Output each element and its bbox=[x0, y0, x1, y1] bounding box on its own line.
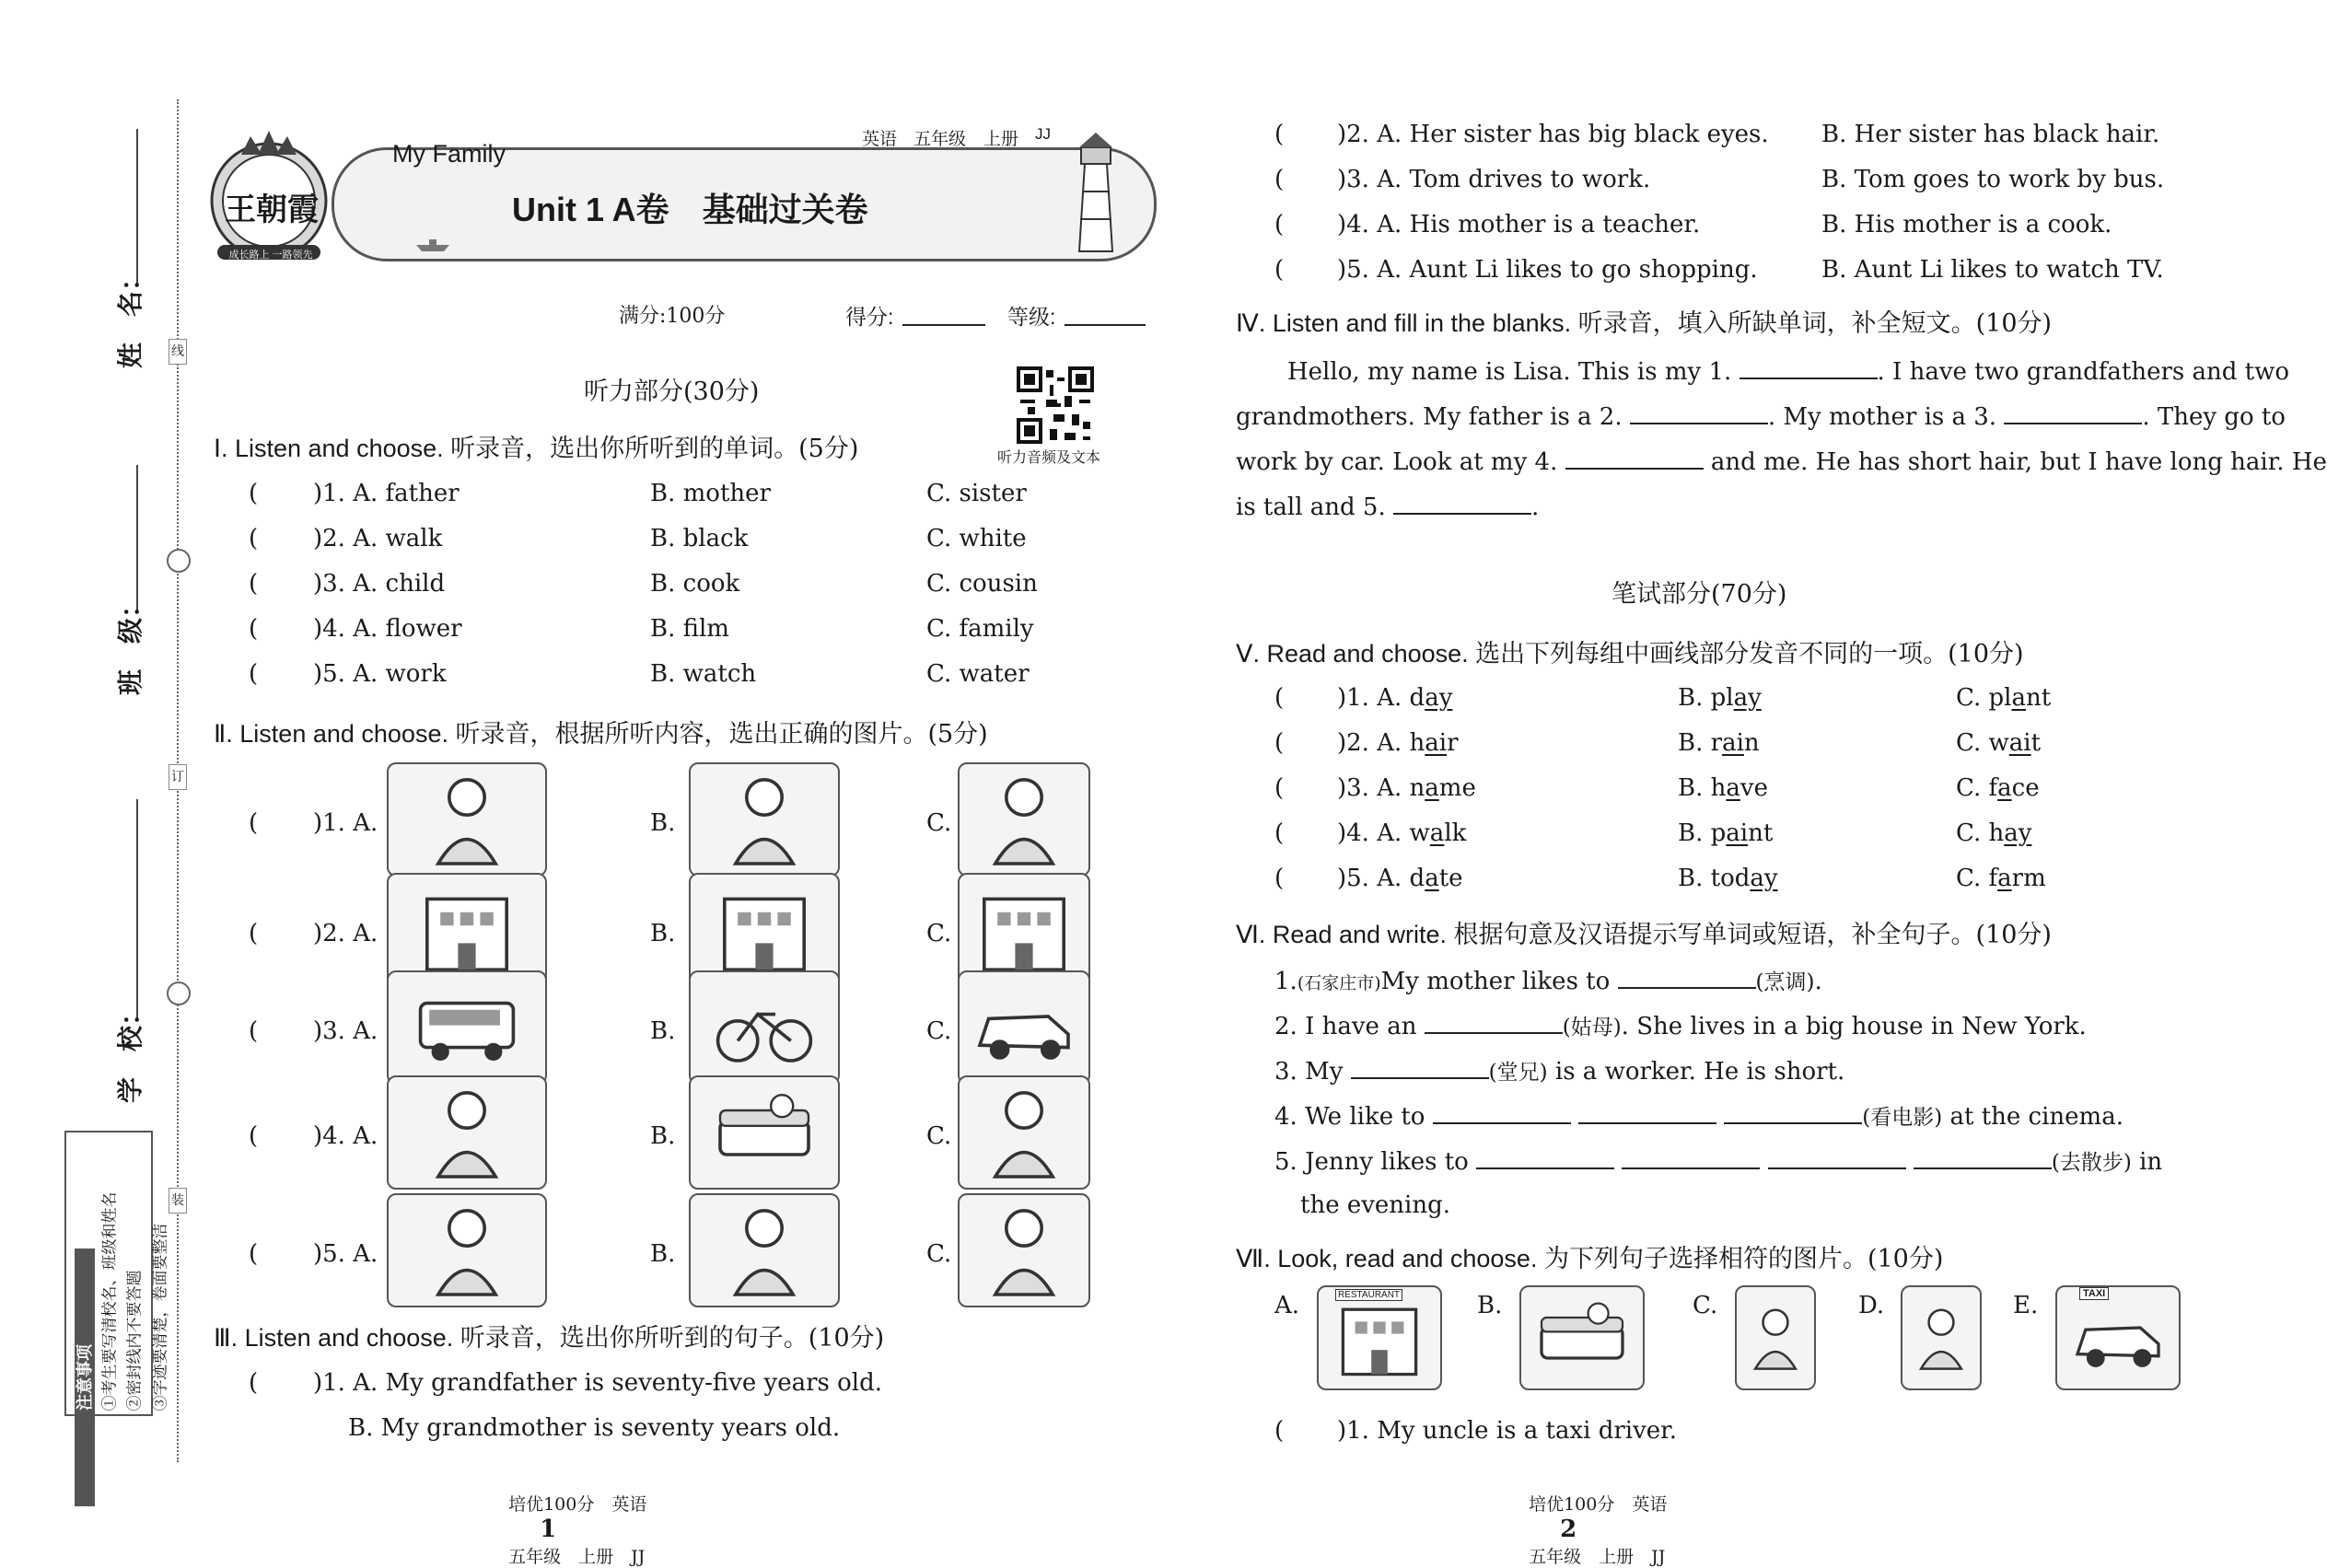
s1-q4-a[interactable]: )4. A. flower bbox=[313, 615, 462, 643]
s3-q3-paren: ( bbox=[1274, 166, 1285, 193]
footer-left-a: 培优100分 英语 bbox=[508, 1494, 647, 1515]
s6-q1-a: My mother likes to bbox=[1380, 968, 1611, 995]
s4-blank-2[interactable] bbox=[1630, 401, 1768, 424]
s4-l4-a: is tall and 5. bbox=[1236, 494, 1386, 521]
s7-q1-paren: ( bbox=[1274, 1417, 1285, 1445]
s5-q3-c[interactable] bbox=[1956, 773, 2040, 803]
s6-q5-hint: (去散步) bbox=[2051, 1151, 2132, 1175]
section-4-points: (10分) bbox=[1975, 309, 2053, 338]
seal-char-1: 线 bbox=[169, 339, 187, 365]
s3-q4-a[interactable]: )4. A. His mother is a teacher. bbox=[1337, 211, 1701, 238]
subject-tag-2: 五年级 bbox=[913, 130, 967, 149]
s5-q1-b-pre: B. pl bbox=[1678, 684, 1734, 712]
s6-q4-post: at the cinema. bbox=[1949, 1103, 2123, 1131]
s2-q1-b[interactable]: B. bbox=[650, 809, 676, 837]
s2-q4-b[interactable]: B. bbox=[650, 1122, 676, 1150]
grade-input[interactable] bbox=[1065, 324, 1146, 326]
s5-q5-a[interactable] bbox=[1337, 864, 1463, 893]
s3-q4-paren: ( bbox=[1274, 211, 1285, 238]
s2-q3-b[interactable]: B. bbox=[650, 1017, 676, 1045]
s3-q2-paren: ( bbox=[1274, 121, 1285, 148]
section-4-text: Ⅳ. Listen and fill in the blanks. 听录音，填入所缺单词，补全短文。 bbox=[1236, 309, 1976, 337]
s5-q2-c-pre: C. w bbox=[1956, 729, 2009, 757]
s4-l2-a: grandmothers. My father is a 2. bbox=[1236, 403, 1623, 431]
section-1-heading bbox=[214, 433, 858, 465]
s2-q5-image-a[interactable] bbox=[387, 1193, 547, 1307]
s7-taxi-sign: TAXI bbox=[2079, 1287, 2109, 1300]
s5-q1-c-post: nt bbox=[2025, 684, 2052, 712]
section-7-heading bbox=[1236, 1243, 1943, 1275]
footer-right-a: 培优100分 英语 bbox=[1529, 1494, 1668, 1515]
notes-box bbox=[64, 1131, 170, 1416]
s2-q1-a[interactable]: )1. A. bbox=[313, 809, 378, 837]
s5-q4-b-pre: B. p bbox=[1678, 819, 1727, 847]
s5-q4-paren: ( bbox=[1274, 819, 1285, 847]
section-1-points: (5分) bbox=[798, 435, 859, 463]
s5-q2-a-pre: h bbox=[1409, 729, 1425, 757]
s1-q1-paren: ( bbox=[249, 480, 259, 507]
s4-l4-b: . bbox=[1531, 494, 1540, 521]
s5-q1-c[interactable] bbox=[1956, 683, 2051, 713]
s5-q4-b-u: ai bbox=[1726, 819, 1749, 847]
s2-q4-image-a[interactable] bbox=[387, 1075, 547, 1190]
s2-q3-image-b[interactable] bbox=[689, 970, 840, 1085]
school-line bbox=[136, 799, 138, 1020]
notes-title: 注意事项 bbox=[75, 1249, 95, 1506]
s6-q1 bbox=[1274, 965, 1822, 998]
s3-q3-a[interactable]: )3. A. Tom drives to work. bbox=[1337, 166, 1651, 193]
s7-label-1: A. bbox=[1274, 1292, 1300, 1319]
s2-q4-a[interactable]: )4. A. bbox=[313, 1122, 378, 1150]
lighthouse-icon bbox=[1059, 127, 1133, 256]
s5-q5-paren: ( bbox=[1274, 865, 1285, 892]
footer-right-page: 2 bbox=[1560, 1516, 1577, 1543]
note-3: ③字迹要清楚，卷面要整洁 bbox=[151, 1223, 170, 1411]
s5-q5-a-pre: d bbox=[1409, 865, 1425, 892]
s6-q5 bbox=[1274, 1145, 2162, 1178]
s4-l2-b: . My mother is a 3. bbox=[1767, 403, 1997, 431]
s5-q1-c-u: a bbox=[2011, 684, 2026, 712]
grade-label: 等级: bbox=[1007, 305, 1056, 329]
s7-image-1[interactable] bbox=[1317, 1285, 1442, 1390]
s4-line-4 bbox=[1236, 491, 1539, 522]
section-5-points: (10分) bbox=[1948, 640, 2024, 668]
subject-tag-1: 英语 bbox=[862, 130, 898, 149]
binding-hole-2 bbox=[167, 981, 191, 1005]
s1-q4-b[interactable]: B. film bbox=[650, 615, 729, 643]
s5-q2-a[interactable] bbox=[1337, 728, 1459, 758]
s4-line-3 bbox=[1236, 446, 2327, 477]
section-7-text: Ⅶ. Look, read and choose. 为下列句子选择相符的图片。 bbox=[1236, 1245, 1867, 1272]
section-6-heading bbox=[1236, 919, 2052, 951]
s7-restaurant-sign: RESTAURANT bbox=[1335, 1289, 1402, 1301]
section-6-text: Ⅵ. Read and write. 根据句意及汉语提示写单词或短语，补全句子。 bbox=[1236, 921, 1976, 948]
s2-q2-a[interactable]: )2. A. bbox=[313, 920, 378, 947]
s5-q4-num: )4. A. bbox=[1337, 819, 1402, 847]
s5-q5-a-post: te bbox=[1438, 865, 1463, 892]
s2-q4-image-b[interactable] bbox=[689, 1075, 840, 1190]
s2-q2-b[interactable]: B. bbox=[650, 920, 676, 947]
s1-q1-c[interactable]: C. sister bbox=[926, 480, 1027, 507]
s6-q5-blank-1[interactable] bbox=[1476, 1145, 1614, 1169]
s4-l3-a: work by car. Look at my 4. bbox=[1236, 448, 1558, 476]
s5-q5-c-pre: C. f bbox=[1956, 865, 1998, 892]
s2-q5-c[interactable]: C. bbox=[926, 1240, 952, 1268]
s5-q2-num: )2. A. bbox=[1337, 729, 1402, 757]
s6-q3 bbox=[1274, 1055, 1844, 1087]
s6-q3-blank[interactable] bbox=[1351, 1055, 1489, 1079]
section-2-heading bbox=[214, 718, 988, 750]
s1-q3-paren: ( bbox=[249, 570, 259, 598]
s2-q4-c[interactable]: C. bbox=[926, 1122, 952, 1150]
s7-label-5: E. bbox=[2013, 1292, 2039, 1319]
s1-q2-paren: ( bbox=[249, 525, 259, 552]
s3-q5-b[interactable]: B. Aunt Li likes to watch TV. bbox=[1821, 256, 2164, 284]
s6-q1-tag: (石家庄市) bbox=[1297, 973, 1381, 993]
s5-q3-c-pre: C. f bbox=[1956, 774, 1998, 802]
section-4-heading bbox=[1236, 308, 2052, 340]
s5-q4-c-u: ay bbox=[2004, 819, 2032, 847]
s6-q4-blank-1[interactable] bbox=[1433, 1100, 1571, 1124]
s6-q4-blank-2[interactable] bbox=[1578, 1100, 1716, 1124]
qr-caption: 听力音频及文本 bbox=[997, 448, 1101, 466]
s2-q1-c[interactable]: C. bbox=[926, 809, 952, 837]
s5-q5-b[interactable] bbox=[1678, 864, 1778, 893]
s3-q1-paren: ( bbox=[249, 1369, 259, 1397]
s5-q3-a-post: me bbox=[1438, 774, 1476, 802]
s7-image-2[interactable] bbox=[1519, 1285, 1645, 1390]
note-1: ①考生要写清校名、班级和姓名 bbox=[100, 1191, 120, 1411]
s5-q2-a-u: ai bbox=[1425, 729, 1448, 757]
s6-q3-hint: (堂兄) bbox=[1488, 1061, 1548, 1085]
s6-q2-post: . She lives in a big house in New York. bbox=[1621, 1013, 2087, 1040]
s5-q2-b-pre: B. r bbox=[1678, 729, 1723, 757]
s1-q2-a[interactable]: )2. A. walk bbox=[313, 525, 443, 552]
s4-l1-a: Hello, my name is Lisa. This is my 1. bbox=[1287, 358, 1732, 386]
s1-q2-b[interactable]: B. black bbox=[650, 525, 749, 552]
s5-q4-c[interactable] bbox=[1956, 819, 2031, 848]
s5-q1-num: )1. A. bbox=[1337, 684, 1402, 712]
section-3-heading bbox=[214, 1322, 884, 1354]
s6-q1-pre: 1. bbox=[1274, 968, 1297, 995]
s3-q2-b[interactable]: B. Her sister has black hair. bbox=[1821, 121, 2160, 148]
s5-q2-c[interactable] bbox=[1956, 728, 2041, 758]
footer-right-b: 五年级 上册 JJ bbox=[1529, 1547, 1666, 1567]
s7-image-5[interactable] bbox=[2055, 1285, 2181, 1390]
seal-char-3: 装 bbox=[169, 1188, 187, 1214]
section-1-text: Ⅰ. Listen and choose. 听录音，选出你所听到的单词。 bbox=[214, 435, 799, 462]
s1-q4-paren: ( bbox=[249, 615, 259, 643]
s6-q4-blank-3[interactable] bbox=[1724, 1100, 1862, 1124]
s5-q5-b-pre: B. tod bbox=[1678, 865, 1751, 892]
footer-left-page: 1 bbox=[540, 1516, 557, 1543]
s2-q1-paren: ( bbox=[249, 809, 259, 837]
s5-q4-a[interactable] bbox=[1337, 819, 1466, 848]
binding-hole-1 bbox=[167, 549, 191, 573]
s5-q4-b-post: nt bbox=[1748, 819, 1774, 847]
s6-q3-a: 3. My bbox=[1274, 1058, 1344, 1086]
s5-q2-paren: ( bbox=[1274, 729, 1285, 757]
subject-tag-3: 上册 bbox=[983, 130, 1019, 149]
section-3-text: Ⅲ. Listen and choose. 听录音，选出你所听到的句子。 bbox=[214, 1324, 809, 1352]
s2-q3-image-a[interactable] bbox=[387, 970, 547, 1085]
s7-image-3[interactable] bbox=[1735, 1285, 1816, 1390]
s1-q3-b[interactable]: B. cook bbox=[650, 570, 740, 598]
s2-q3-image-c[interactable] bbox=[958, 970, 1090, 1085]
s2-q2-paren: ( bbox=[249, 920, 259, 947]
s1-q5-c[interactable]: C. water bbox=[926, 660, 1030, 688]
s4-l1-b: . I have two grandfathers and two bbox=[1877, 358, 2290, 386]
s4-l3-b: and me. He has short hair, but I have long hair. He bbox=[1710, 448, 2327, 476]
s5-q3-c-u: a bbox=[1997, 774, 2012, 802]
s3-q5-a[interactable]: )5. A. Aunt Li likes to go shopping. bbox=[1337, 256, 1758, 284]
s1-q5-paren: ( bbox=[249, 660, 259, 688]
s1-q4-c[interactable]: C. family bbox=[926, 615, 1034, 643]
s1-q1-a[interactable]: )1. A. father bbox=[313, 480, 460, 507]
s5-q1-paren: ( bbox=[1274, 684, 1285, 712]
class-line bbox=[136, 465, 138, 612]
s1-q3-c[interactable]: C. cousin bbox=[926, 570, 1038, 598]
s5-q4-a-u: a bbox=[1429, 819, 1445, 847]
s5-q1-b-u: ay bbox=[1733, 684, 1762, 712]
brand-name: 王朝霞 bbox=[225, 192, 319, 227]
s2-q5-b[interactable]: B. bbox=[650, 1240, 676, 1268]
footer-right bbox=[1518, 1470, 1667, 1568]
section-5-heading bbox=[1236, 638, 2024, 670]
section-2-text: Ⅱ. Listen and choose. 听录音，根据所听内容，选出正确的图片。 bbox=[214, 720, 928, 748]
s2-q5-image-b[interactable] bbox=[689, 1193, 840, 1307]
s5-q5-b-u: ay bbox=[1750, 865, 1778, 892]
s7-q1[interactable]: )1. My uncle is a taxi driver. bbox=[1337, 1417, 1677, 1445]
s7-label-4: D. bbox=[1858, 1292, 1885, 1319]
section-2-points: (5分) bbox=[927, 720, 988, 749]
s5-q5-c-post: rm bbox=[2011, 865, 2046, 892]
s6-q4-a: 4. We like to bbox=[1274, 1103, 1425, 1131]
s5-q4-c-pre: C. h bbox=[1956, 819, 2005, 847]
s5-q3-b-pre: B. h bbox=[1678, 774, 1727, 802]
s3-q1-b[interactable]: B. My grandmother is seventy years old. bbox=[348, 1414, 841, 1442]
qr-code[interactable] bbox=[1017, 366, 1094, 444]
s5-q1-a-u: ay bbox=[1425, 684, 1453, 712]
s3-q1-a[interactable]: )1. A. My grandfather is seventy-five years old. bbox=[313, 1369, 883, 1397]
s7-label-2: B. bbox=[1477, 1292, 1503, 1319]
s6-q5-post: in bbox=[2139, 1148, 2163, 1176]
s6-q1-post: . bbox=[1814, 968, 1822, 995]
s5-q3-paren: ( bbox=[1274, 774, 1285, 802]
s2-q3-a[interactable]: )3. A. bbox=[313, 1017, 378, 1045]
boat-icon bbox=[414, 238, 451, 252]
s7-label-3: C. bbox=[1693, 1292, 1718, 1319]
s6-q4 bbox=[1274, 1100, 2123, 1132]
s6-q4-hint: (看电影) bbox=[1862, 1106, 1943, 1130]
s7-image-4[interactable] bbox=[1901, 1285, 1982, 1390]
s5-q4-a-pre: w bbox=[1409, 819, 1430, 847]
class-label: 班 级： bbox=[116, 591, 145, 695]
s6-q1-blank[interactable] bbox=[1618, 965, 1756, 989]
s2-q4-image-c[interactable] bbox=[958, 1075, 1090, 1190]
s5-q5-c[interactable] bbox=[1956, 864, 2046, 893]
s5-q1-b[interactable] bbox=[1678, 683, 1762, 713]
s5-q3-c-post: ce bbox=[2011, 774, 2040, 802]
s6-q5-blank-4[interactable] bbox=[1914, 1145, 2052, 1169]
s2-q5-image-c[interactable] bbox=[958, 1193, 1090, 1307]
s5-q3-a[interactable] bbox=[1337, 773, 1476, 803]
s6-q5-a: 5. Jenny likes to bbox=[1274, 1148, 1469, 1176]
footer-left bbox=[497, 1470, 646, 1568]
s5-q2-c-post: t bbox=[2030, 729, 2042, 757]
s6-q5-blank-2[interactable] bbox=[1622, 1145, 1760, 1169]
s6-q1-hint: (烹调) bbox=[1755, 970, 1815, 994]
s4-line-1 bbox=[1287, 355, 2289, 387]
s1-q1-b[interactable]: B. mother bbox=[650, 480, 771, 507]
s6-q2-a: 2. I have an bbox=[1274, 1013, 1417, 1040]
s5-q5-a-u: a bbox=[1425, 865, 1439, 892]
s6-q5-blank-3[interactable] bbox=[1768, 1145, 1906, 1169]
s5-q3-num: )3. A. bbox=[1337, 774, 1402, 802]
s5-q1-c-pre: C. pl bbox=[1956, 684, 2012, 712]
s2-q3-c[interactable]: C. bbox=[926, 1017, 952, 1045]
s5-q3-b-post: ve bbox=[1739, 774, 1768, 802]
s5-q3-b[interactable] bbox=[1678, 773, 1768, 803]
topic-label: My Family bbox=[392, 140, 506, 168]
writing-title: 笔试部分(70分) bbox=[1611, 580, 1787, 609]
s6-q2-hint: (姑母) bbox=[1562, 1016, 1622, 1040]
s1-q2-c[interactable]: C. white bbox=[926, 525, 1027, 552]
brand-tagline: 成长路上 一路领先 bbox=[228, 250, 313, 261]
s1-q3-a[interactable]: )3. A. child bbox=[313, 570, 446, 598]
s6-q2-blank[interactable] bbox=[1425, 1010, 1563, 1034]
s5-q4-b[interactable] bbox=[1678, 819, 1773, 848]
s6-q2 bbox=[1274, 1010, 2087, 1042]
s5-q2-b-post: n bbox=[1743, 729, 1760, 757]
s6-q5-cont: the evening. bbox=[1300, 1191, 1451, 1219]
s5-q5-num: )5. A. bbox=[1337, 865, 1402, 892]
s2-q4-paren: ( bbox=[249, 1122, 259, 1150]
score-input[interactable] bbox=[902, 324, 985, 326]
s3-q3-b[interactable]: B. Tom goes to work by bus. bbox=[1821, 166, 2165, 193]
school-label: 学 校： bbox=[116, 999, 145, 1103]
s2-q3-paren: ( bbox=[249, 1017, 259, 1045]
s5-q2-b[interactable] bbox=[1678, 728, 1760, 758]
s5-q4-a-post: lk bbox=[1444, 819, 1467, 847]
listening-title: 听力部分(30分) bbox=[584, 377, 760, 406]
name-label: 姓 名： bbox=[116, 264, 145, 368]
seal-char-2: 订 bbox=[169, 764, 187, 790]
section-5-text: Ⅴ. Read and choose. 选出下列每组中画线部分发音不同的一项。 bbox=[1236, 640, 1949, 668]
s2-q2-c[interactable]: C. bbox=[926, 920, 952, 947]
s3-q4-b[interactable]: B. His mother is a cook. bbox=[1821, 211, 2112, 238]
name-line bbox=[136, 129, 138, 285]
s5-q2-b-u: ai bbox=[1722, 729, 1744, 757]
s4-line-2 bbox=[1236, 401, 2286, 432]
subject-tag-4: JJ bbox=[1035, 125, 1051, 143]
s5-q2-c-u: ai bbox=[2008, 729, 2031, 757]
score-label: 得分: bbox=[845, 305, 894, 329]
section-7-points: (10分) bbox=[1867, 1245, 1944, 1273]
s2-q5-paren: ( bbox=[249, 1240, 259, 1268]
s4-blank-4[interactable] bbox=[1565, 446, 1704, 470]
page-title: Unit 1 A卷 基础过关卷 bbox=[512, 191, 868, 228]
s5-q3-a-u: a bbox=[1425, 774, 1439, 802]
s1-q5-a[interactable]: )5. A. work bbox=[313, 660, 447, 688]
s4-blank-5[interactable] bbox=[1393, 491, 1531, 515]
s3-q5-paren: ( bbox=[1274, 256, 1285, 284]
note-2: ②密封线内不要答题 bbox=[125, 1270, 145, 1411]
s4-blank-1[interactable] bbox=[1739, 355, 1878, 379]
s5-q2-a-post: r bbox=[1447, 729, 1459, 757]
s3-q2-a[interactable]: )2. A. Her sister has big black eyes. bbox=[1337, 121, 1769, 148]
s1-q5-b[interactable]: B. watch bbox=[650, 660, 757, 688]
s2-q1-image-b[interactable] bbox=[689, 762, 840, 877]
s6-q3-post: is a worker. He is short. bbox=[1554, 1058, 1845, 1086]
s2-q1-image-c[interactable] bbox=[958, 762, 1090, 877]
s5-q3-b-u: a bbox=[1726, 774, 1740, 802]
section-3-points: (10分) bbox=[808, 1324, 885, 1353]
s4-l2-c: . They go to bbox=[2142, 403, 2286, 431]
s4-blank-3[interactable] bbox=[2004, 401, 2142, 424]
s5-q3-a-pre: n bbox=[1409, 774, 1425, 802]
s5-q1-a[interactable] bbox=[1337, 683, 1452, 713]
full-score: 满分:100分 bbox=[619, 305, 726, 328]
s5-q1-a-pre: d bbox=[1409, 684, 1425, 712]
s2-q1-image-a[interactable] bbox=[387, 762, 547, 877]
s5-q5-c-u: a bbox=[1997, 865, 2012, 892]
section-6-points: (10分) bbox=[1975, 921, 2052, 949]
s2-q5-a[interactable]: )5. A. bbox=[313, 1240, 378, 1268]
footer-left-b: 五年级 上册 JJ bbox=[508, 1547, 646, 1567]
